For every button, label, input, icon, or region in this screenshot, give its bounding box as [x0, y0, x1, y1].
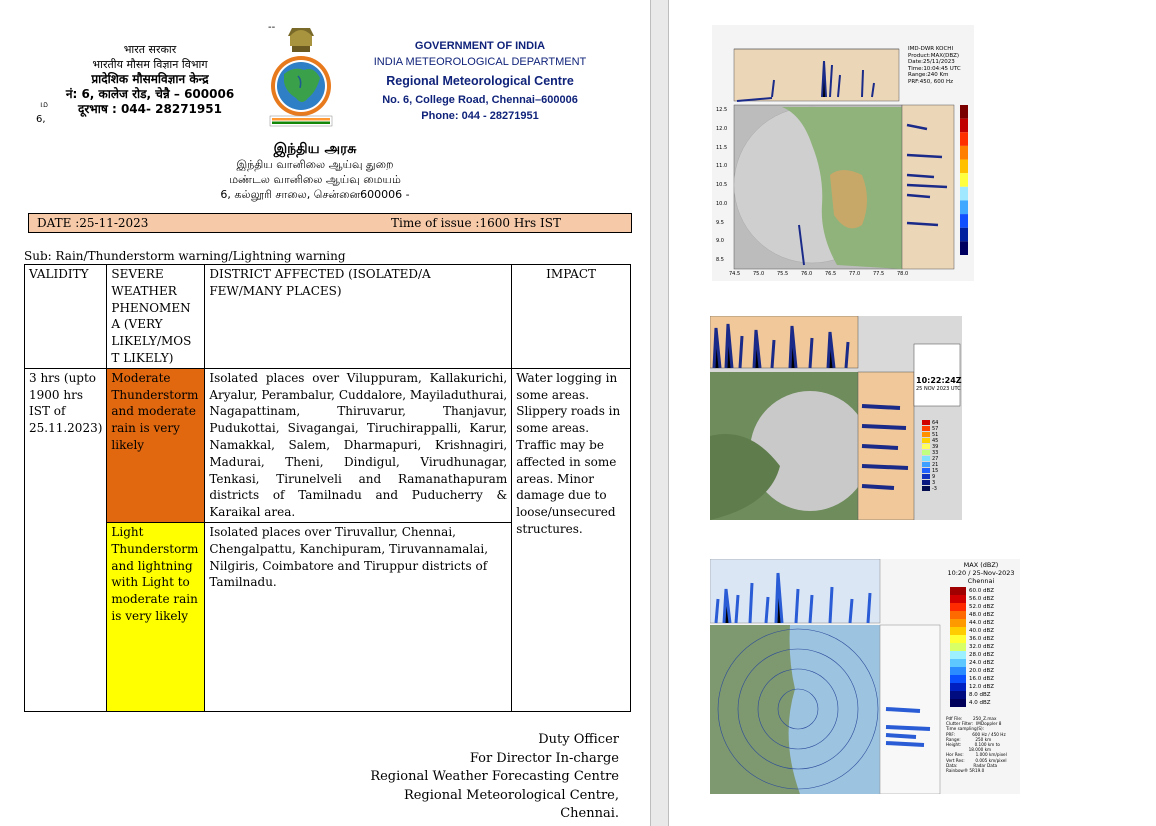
- radar-image-kochi: [712, 25, 974, 281]
- scale-swatch: [922, 462, 930, 467]
- radar-color-scale: [950, 587, 1016, 707]
- signature-line: For Director In-charge: [469, 750, 619, 766]
- scale-swatch: [950, 611, 966, 619]
- district-cell-light: Isolated places over Tiruvallur, Chennai, Chengalpattu, Kanchipuram, Tiruvannamalai, Nilgiris, Coimbatore and Tiruppur districts of Tamilnadu.: [205, 522, 512, 711]
- scale-swatch: [960, 105, 968, 119]
- header-validity: VALIDITY: [25, 265, 107, 369]
- scale-label: 48.0 dBZ: [969, 612, 995, 618]
- scale-swatch: [922, 468, 930, 473]
- scale-label: 52.0 dBZ: [969, 604, 995, 610]
- hindi-header: [60, 42, 240, 117]
- english-line: Regional Meteorological Centre: [386, 74, 574, 88]
- scale-swatch: [950, 619, 966, 627]
- scale-swatch: [922, 432, 930, 437]
- scale-row: [950, 587, 1016, 595]
- national-emblem-icon: [268, 26, 334, 132]
- scale-label: 44.0 dBZ: [969, 620, 995, 626]
- scale-row: [950, 619, 1016, 627]
- scale-swatch: [960, 214, 968, 228]
- scale-swatch: [950, 683, 966, 691]
- validity-cell: 3 hrs (upto 1900 hrs IST of 25.11.2023): [25, 368, 107, 711]
- radar-color-scale: [922, 420, 962, 492]
- hindi-line: दूरभाष : 044- 28271951: [78, 102, 222, 116]
- stray-mark: 6,: [36, 114, 46, 125]
- scale-swatch: [922, 480, 930, 485]
- phenomena-cell-moderate: Moderate Thunderstorm and moderate rain is very likely: [107, 368, 205, 522]
- issue-date: DATE :25-11-2023: [37, 216, 149, 230]
- english-line: Phone: 044 - 28271951: [421, 110, 539, 122]
- radar-title: MAX (dBZ): [963, 561, 999, 569]
- tamil-line: மண்டல வானிலை ஆய்வு மையம்: [229, 173, 401, 186]
- scale-swatch: [950, 635, 966, 643]
- y-tick-label: 12.5: [716, 107, 728, 113]
- x-tick-label: 77.0: [849, 271, 861, 277]
- scale-row: [950, 651, 1016, 659]
- scale-swatch: [950, 651, 966, 659]
- radar-time: 10:22:24Z: [916, 376, 962, 385]
- stray-mark: ம: [40, 99, 49, 110]
- scale-label: 27: [932, 456, 939, 462]
- y-tick-label: 10.5: [716, 182, 728, 188]
- scale-swatch: [950, 675, 966, 683]
- scale-label: 12.0 dBZ: [969, 684, 995, 690]
- radar-time: 10:20 / 25-Nov-2023: [947, 569, 1015, 577]
- page-divider: [650, 0, 651, 826]
- scale-swatch: [950, 595, 966, 603]
- radar-x-axis: [729, 271, 909, 277]
- phenomena-cell-light: Light Thunderstorm and lightning with Light to moderate rain is very likely: [107, 522, 205, 711]
- radar-title-block: [945, 561, 1017, 585]
- scale-label: 39: [932, 444, 939, 450]
- scale-row: [950, 603, 1016, 611]
- scale-row: [950, 643, 1016, 651]
- english-line: INDIA METEOROLOGICAL DEPARTMENT: [373, 56, 587, 68]
- y-tick-label: 8.5: [716, 257, 724, 263]
- scale-row: [950, 699, 1016, 707]
- stray-mark: --: [268, 22, 276, 33]
- scale-label: 56.0 dBZ: [969, 596, 995, 602]
- radar-info: Pdf File: 250_Z.max Clutter Filter: IMDoppler 8 Time sampling(S): PRF: 600 Hz / 450 Hz Range: 250 km Height: 0.100 km to 18.000 km Hor Res: 1.000 km/pixel Vert Res: 0.005 km/pixel Data: Radar Data Rainbow® 5R19.0: [946, 716, 1007, 774]
- tamil-line: இந்திய அரசு: [273, 141, 357, 157]
- scale-swatch: [950, 643, 966, 651]
- issue-time: Time of issue :1600 Hrs IST: [391, 216, 561, 230]
- table-header-row: [25, 265, 631, 369]
- y-tick-label: 12.0: [716, 125, 728, 132]
- scale-swatch: [960, 228, 968, 242]
- scale-swatch: [950, 667, 966, 675]
- district-cell-moderate: Isolated places over Viluppuram, Kallakurichi, Aryalur, Perambalur, Cuddalore, Mayiladuthurai, Nagapattinam, Thiruvarur, Thanjavur, Pudukottai, Sivagangai, Tiruchirappalli, Karur, Namakkal, Salem, Dharmapuri, Krishnagiri, Madurai, Theni, Dindigul, Virudhunagar, Tenkasi, Tirunelveli and Ramanathapuram districts of Tamilnadu and Puducherry & Karaikal area.: [205, 368, 512, 522]
- scale-swatch: [960, 146, 968, 160]
- header-phenomena: SEVERE WEATHER PHENOMEN A (VERY LIKELY/MOS T LIKELY): [107, 265, 205, 369]
- scale-label: 24.0 dBZ: [969, 660, 995, 666]
- x-tick-label: 76.5: [825, 271, 837, 277]
- tamil-line: 6, கல்லூரி சாலை, சென்னை600006 -: [220, 188, 410, 201]
- signature-block: [360, 731, 619, 824]
- scale-row: [950, 611, 1016, 619]
- x-tick-label: 75.5: [777, 271, 789, 277]
- scale-row: [950, 595, 1016, 603]
- scale-swatch: [922, 456, 930, 461]
- header-district: DISTRICT AFFECTED (ISOLATED/A FEW/MANY PLACES): [205, 265, 512, 369]
- scale-row: [950, 675, 1016, 683]
- hindi-line: भारत सरकार: [123, 43, 177, 56]
- radar-date: 25 NOV 2023 UTC: [916, 386, 961, 392]
- hindi-line: भारतीय मौसम विज्ञान विभाग: [92, 58, 208, 71]
- scale-label: 51: [932, 432, 939, 438]
- page-gutter: [650, 0, 668, 826]
- scale-swatch: [922, 474, 930, 479]
- scale-label: 28.0 dBZ: [969, 652, 995, 658]
- y-tick-label: 11.0: [716, 163, 728, 170]
- radar-station: Chennai: [967, 577, 995, 585]
- scale-swatch: [922, 438, 930, 443]
- scale-row: [950, 667, 1016, 675]
- scale-label: 9: [932, 474, 936, 480]
- scale-swatch: [950, 659, 966, 667]
- scale-label: 20.0 dBZ: [969, 668, 995, 674]
- header-impact: IMPACT: [512, 265, 631, 369]
- y-tick-label: 11.5: [716, 144, 728, 151]
- scale-label: 21: [932, 462, 939, 468]
- scale-swatch: [950, 691, 966, 699]
- table-row: [25, 368, 631, 522]
- y-tick-label: 10.0: [716, 200, 728, 207]
- scale-label: 8.0 dBZ: [969, 692, 991, 698]
- tamil-line: இந்திய வானிலை ஆய்வு துறை: [236, 158, 394, 171]
- y-tick-label: 9.5: [716, 219, 724, 226]
- scale-label: 33: [932, 450, 939, 456]
- page-divider: [668, 0, 669, 826]
- hindi-line: प्रादेशिक मौसमविज्ञान केन्द्र: [91, 72, 209, 86]
- scale-label: 32.0 dBZ: [969, 644, 995, 650]
- scale-label: -3: [932, 486, 937, 492]
- scale-row: [950, 659, 1016, 667]
- radar-y-axis: [714, 107, 732, 267]
- scale-swatch: [922, 426, 930, 431]
- scale-swatch: [922, 444, 930, 449]
- scale-label: 40.0 dBZ: [969, 628, 995, 634]
- scale-row: [950, 691, 1016, 699]
- scale-label: 57: [932, 426, 939, 432]
- scale-swatch: [960, 132, 968, 146]
- scale-row: [950, 683, 1016, 691]
- radar-image-chennai: [710, 559, 1020, 794]
- subject-line: Sub: Rain/Thunderstorm warning/Lightning warning: [24, 249, 346, 263]
- x-tick-label: 76.0: [801, 271, 813, 277]
- warning-table: [24, 264, 631, 712]
- signature-line: Chennai.: [560, 806, 619, 821]
- scale-swatch: [950, 603, 966, 611]
- scale-label: 45: [932, 438, 939, 444]
- scale-swatch: [960, 187, 968, 201]
- impact-cell: Water logging in some areas. Slippery roads in some areas. Traffic may be affected in some areas. Minor damage due to loose/unsecured structures.: [512, 368, 631, 711]
- x-tick-label: 75.0: [753, 271, 765, 277]
- y-tick-label: 9.0: [716, 238, 724, 245]
- scale-swatch: [922, 450, 930, 455]
- scale-swatch: [960, 200, 968, 214]
- scale-swatch: [960, 173, 968, 187]
- signature-line: Regional Meteorological Centre,: [403, 787, 619, 803]
- scale-label: 64: [932, 420, 939, 426]
- x-tick-label: 74.5: [729, 271, 741, 277]
- scale-swatch: [950, 699, 966, 707]
- english-line: No. 6, College Road, Chennai–600006: [382, 94, 578, 106]
- x-tick-label: 77.5: [873, 271, 885, 277]
- hindi-line: नं: 6, कालेज रोड, चेन्नै – 600006: [65, 87, 235, 101]
- tamil-header: [195, 142, 435, 202]
- scale-swatch: [950, 627, 966, 635]
- scale-row: [922, 486, 962, 492]
- scale-swatch: [922, 486, 930, 491]
- scale-label: 36.0 dBZ: [969, 636, 995, 642]
- scale-label: 15: [932, 468, 939, 474]
- scale-swatch: [922, 420, 930, 425]
- date-bar: [28, 213, 632, 233]
- english-header: [350, 38, 610, 124]
- scale-swatch: [950, 587, 966, 595]
- scale-swatch: [960, 119, 968, 133]
- scale-row: [950, 635, 1016, 643]
- x-tick-label: 78.0: [897, 271, 909, 277]
- scale-label: 4.0 dBZ: [969, 700, 991, 706]
- signature-line: Duty Officer: [538, 732, 619, 747]
- radar-image-two: [710, 316, 962, 520]
- scale-label: 60.0 dBZ: [969, 588, 995, 594]
- scale-label: 3: [932, 480, 936, 486]
- radar-color-scale: [960, 105, 970, 255]
- radar-info: IMD-DWR KOCHI Product:MAX(DBZ) Date:25/11/2023 Time:10:04:45 UTC Range:240 Km PRF:450, 600 Hz: [908, 46, 961, 85]
- scale-row: [950, 627, 1016, 635]
- signature-line: Regional Weather Forecasting Centre: [370, 769, 619, 784]
- scale-label: 16.0 dBZ: [969, 676, 995, 682]
- scale-swatch: [960, 160, 968, 174]
- english-line: GOVERNMENT OF INDIA: [414, 40, 546, 52]
- scale-swatch: [960, 241, 968, 255]
